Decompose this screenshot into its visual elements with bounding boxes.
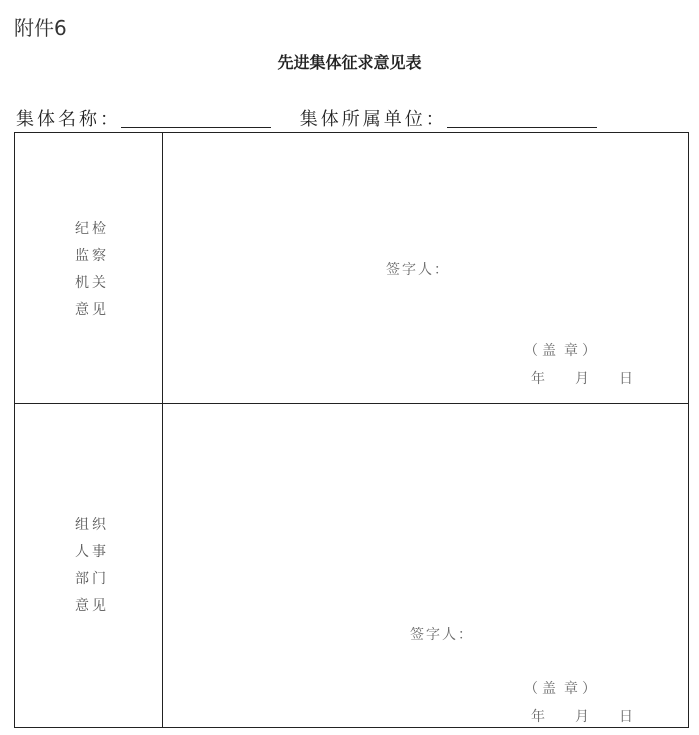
seal-char: 盖 [542, 343, 556, 359]
row-label-line: 监察 [75, 248, 109, 264]
collective-name-field[interactable] [121, 109, 271, 128]
month-label: 月 [575, 371, 589, 387]
table-row-personnel [15, 404, 688, 727]
row-label-line: 纪检 [75, 221, 109, 237]
seal-open: （ [524, 343, 538, 359]
seal-close: ） [582, 681, 596, 697]
date-line [531, 368, 663, 388]
signer-label: 签字人： [410, 627, 474, 643]
seal-close: ） [582, 343, 596, 359]
seal-char: 盖 [542, 681, 556, 697]
seal-label [524, 340, 596, 360]
day-label: 日 [619, 709, 633, 725]
year-label: 年 [531, 371, 545, 387]
seal-char: 章 [564, 343, 578, 359]
month-label: 月 [575, 709, 589, 725]
seal-open: （ [524, 681, 538, 697]
row-label [75, 512, 109, 620]
seal-char: 章 [564, 681, 578, 697]
row-label-line: 组织 [75, 517, 109, 533]
row-label-line: 意见 [75, 302, 109, 318]
info-row [16, 105, 617, 131]
attachment-label: 附件6 [14, 16, 67, 40]
affiliated-unit-field[interactable] [447, 109, 597, 128]
signer-label: 签字人： [386, 262, 450, 278]
affiliated-unit-label: 集体所属单位： [299, 109, 447, 130]
opinion-content-cell[interactable] [163, 133, 688, 403]
row-label [75, 216, 109, 324]
collective-name-label: 集体名称： [16, 109, 121, 130]
seal-label [524, 678, 596, 698]
day-label: 日 [619, 371, 633, 387]
row-label-line: 机关 [75, 275, 109, 291]
row-label-line: 人事 [75, 544, 109, 560]
date-line [531, 706, 663, 726]
row-label-cell [15, 404, 163, 727]
year-label: 年 [531, 709, 545, 725]
row-label-line: 意见 [75, 598, 109, 614]
opinion-content-cell[interactable] [163, 404, 688, 727]
table-row-discipline [15, 133, 688, 404]
opinion-table [14, 132, 689, 728]
form-title: 先进集体征求意见表 [277, 53, 422, 72]
row-label-line: 部门 [75, 571, 109, 587]
row-label-cell [15, 133, 163, 403]
